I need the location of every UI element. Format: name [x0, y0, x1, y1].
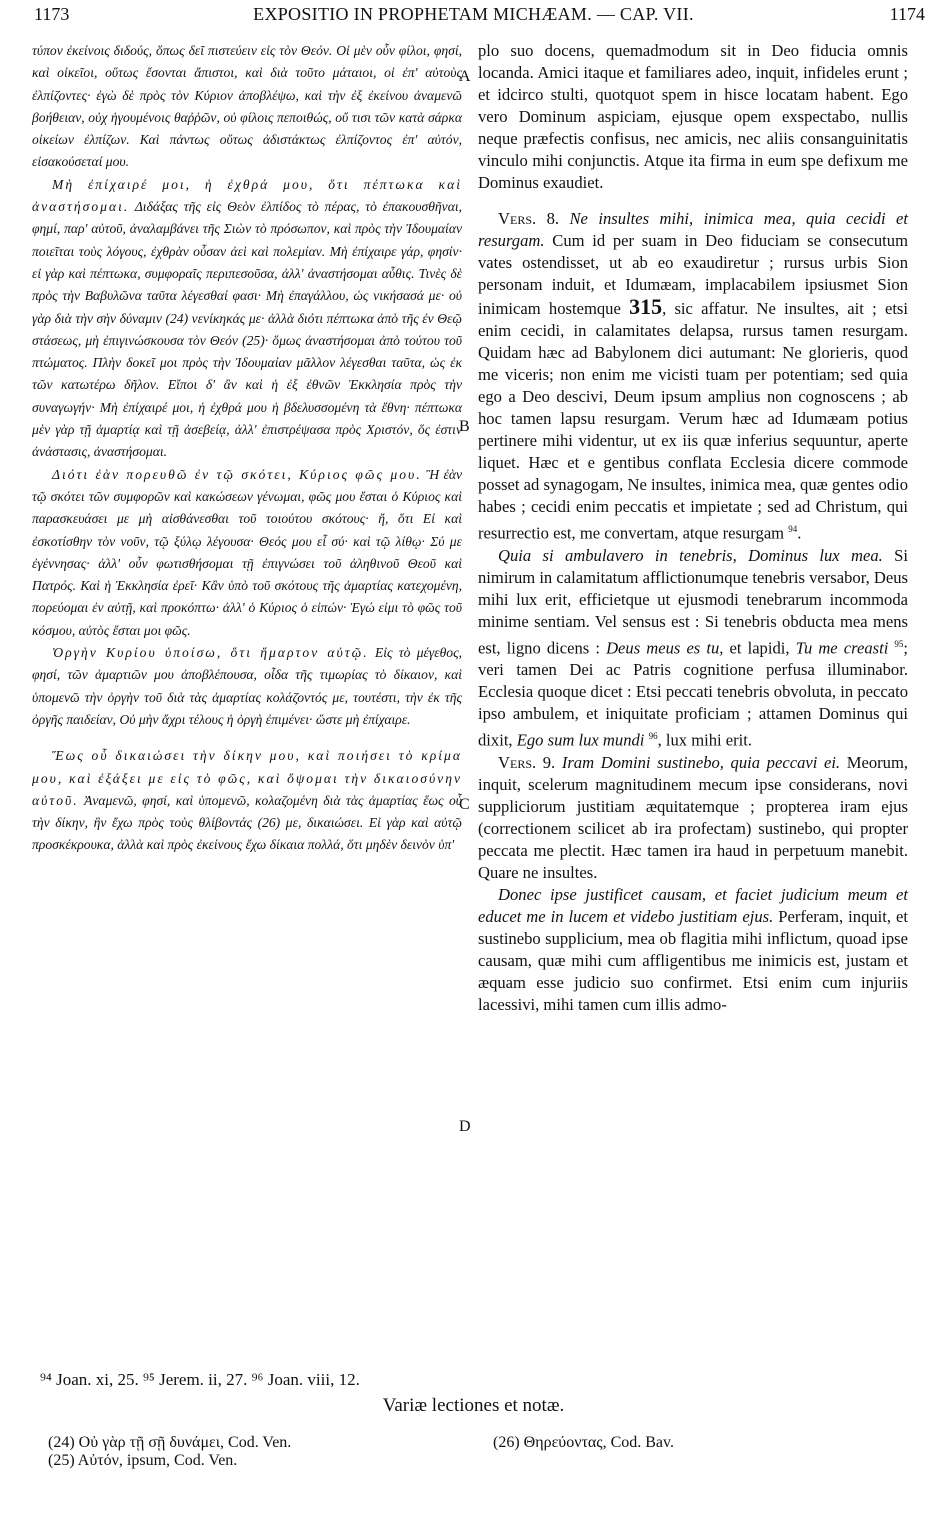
- greek-lemma: Ὀργὴν Κυρίου ὑποίσω, ὅτι ἥμαρτον αὐτῷ.: [52, 645, 369, 661]
- page-number-right: 1174: [889, 4, 925, 24]
- latin-text: ; veri tamen Dei ac Patris cognitione perfusa illuminabor. Ecclesia quoque dicet : Etsi peccati tenebris obvoluta, in peccato ipso ambulem, et iniquitate proficiam ; attamen Dominus qui dixit,: [478, 638, 909, 750]
- latin-text: Si nimirum in calamitatum afflictionumque tenebris versabor, Deus mihi lux erit, efficietque ut ejusmodi tenebrarum incommoda minime sentiam. Vel sensus est : Si tenebris obducta mea mens est, ligno dicens :: [478, 545, 908, 658]
- page-number-left: 1173: [34, 4, 70, 24]
- latin-paragraph: Vers. 8. Ne insultes mihi, inimica mea, quia cecidi et resurgam. Cum id per suam in Deo fiduciam se consecutum vates ostendisset, ut ab eo exaudiretur ; rursus urbis Sion personam induit, et Idumæam, implacabilem ipsiusmet Sion inimicam hostemque 315, sic affatur. Ne insultes, ait ; etsi enim cecidi, in calamitates delapsa, rursus tamen resurgam. Quidam hæc ad Babylonem dici autumant: Ne glorieris, quod me viceris; non enim me vicisti tuam per potentiam; sed quia ego a Deo descivi, Deum ipsum amplius non cognoscens ; ab hoc tamen lapsu resurgam. Verum hæc ad Idumæam potius pertinere mihi videntur, ut ex iis quæ inferius sequuntur, aperte liquet. Hæc et e gentibus conflata Ecclesia dicere commode posset ad synagogam, Ne insultes, inimica mea, quæ gentes odio habes ; cecidi enim peccatis et impietate ; sed ad Christum, qui resurrectio est, me convertam, atque resurgam $^{94}$.: [478, 209, 909, 543]
- latin-quote: Deus meus es tu,: [606, 638, 724, 658]
- greek-text: Ἢ ἐὰν τῷ σκότει τῶν συμφορῶν καὶ κακώσεων γένωμαι, φῶς μου ἔσται ὁ Κύριος καὶ παρασκευάσει με μὴ αἰσθάνεσθαι τοῦ τοιούτου σκότους· ἤ, ὅτι Εἰ καὶ ἐσκοτίσθην τὸν νοῦν, τῷ ξύλῳ λέγουσα· Θεός μου εἶ σύ· καὶ τῷ λίθῳ· Σύ με ἐγέννησας· ἀλλ' οὖν φωτισθήσομαι τῇ ἐπιγνώσει τοῦ ἀληθινοῦ Θεοῦ καὶ Πατρός. Καὶ ἡ Ἐκκλησία ἐρεῖ· Κἂν ὑπὸ τοῦ σκότους τῆς ἁμαρτίας κατεχομένη, πορεύομαι ἐν αὐτῇ, καὶ προκόπτω· ἀλλ' ὁ Κύριος ὁ εἰπών· Ἐγώ εἰμι τὸ φῶς τοῦ κόσμου, αὐτὸς ἔσται μοι φῶς.: [32, 466, 462, 638]
- latin-lemma: Ne insultes mihi, inimica mea, quia cecidi et resurgam.: [478, 209, 909, 250]
- latin-text: , lux mihi erit.: [657, 730, 753, 750]
- variant-note-24: (24) Οὐ γὰρ τῇ σῇ δυνάμει, Cod. Ven.: [48, 1434, 292, 1451]
- latin-text: Meorum, inquit, scelerum magnitudinem mecum ipse considerans, novi suppliciorum justitiam æquitatemque ; propterea iram ejus (correctionem scilicet ab ira profectam) sustinebo, qui propter peccata me plectit. Hæc tamen ira haud in perpetuum manebit. Quare ne insultes.: [478, 752, 908, 882]
- latin-paragraph: plo suo docens, quemadmodum sit in Deo fiducia omnis locanda. Amici itaque et familiares adeo, inquit, infideles erunt ; et idcirco stulti, quotquot spem in hisce locatam habent. Ego vero Dominum aspiciam, ejusque opem exspectabo, nullis neque præfectis confisus, nec amicis, nec aliis consanguinitatis vinculo mihi conjunctis. Atque ita firma in eum spe defixum me Dominus exaudiet.: [478, 41, 908, 192]
- verse-label: Vers. 8.: [498, 209, 560, 228]
- footnotes: ⁹⁴ Joan. xi, 25. ⁹⁵ Jerem. ii, 27. ⁹⁶ Joan. viii, 12.: [40, 1370, 360, 1389]
- greek-text: Εἰς τὸ μέγεθος, φησί, τῶν ἁμαρτιῶν μου ἀποβλέπουσα, οἶδα τῆς τιμωρίας τὸ δίκαιον, καὶ ὑπομενῶ τὴν ὀργὴν τοῦ διὰ τὰς ἁμαρτίας κολάζοντός με, τουτέστι, τὴν ἐκ τῆς ὀργῆς παιδείαν, Οὐ μὴν ἄχρι τέλους ἡ ὀργὴ ἐπιμένει· ὥστε μὴ ἐπίχαιρε.: [32, 645, 462, 727]
- latin-lemma: Quia si ambulavero in tenebris, Dominus lux mea.: [498, 545, 883, 565]
- latin-paragraph: [478, 545, 908, 752]
- variae-title: Variæ lectiones et notæ.: [382, 1395, 565, 1416]
- latin-text: Perferam, inquit, et sustinebo supplicium, mea ob flagitia mihi inflictum, quoad ipse causam, quæ mihi cum affligentibus me inimicis est, justam et æquam esse judicio suo confirmet. Etsi enim cum injuriis lacessivi, mihi tamen cum illis admo-: [478, 906, 908, 1014]
- latin-quote: Tu me creasti: [795, 638, 889, 658]
- greek-paragraph: [32, 464, 462, 642]
- latin-text: et lapidi,: [729, 638, 790, 658]
- greek-lemma: Μὴ ἐπίχαιρέ μοι, ἡ ἐχθρά μου, ὅτι πέπτωκα καὶ ἀναστήσομαι.: [32, 176, 462, 215]
- column-number: 315: [629, 294, 663, 319]
- greek-column: [32, 40, 462, 857]
- latin-column: [478, 40, 908, 1016]
- greek-paragraph: [32, 642, 462, 731]
- greek-paragraph: [32, 745, 462, 856]
- footnote-ref: 95: [894, 638, 904, 649]
- footnote-ref: 96: [648, 731, 658, 742]
- latin-quote: Ego sum lux mundi: [516, 730, 645, 750]
- variant-note-26: (26) Θηρεύοντας, Cod. Bav.: [493, 1434, 674, 1451]
- variant-note-25: (25) Αὐτόν, ipsum, Cod. Ven.: [48, 1452, 238, 1469]
- greek-paragraph: [32, 174, 462, 464]
- greek-text: Διδάξας τῆς εἰς Θεὸν ἐλπίδος τὸ πέρας, τὸ ἐπακουσθῆναι, φημί, παρ' αὐτοῦ, ἀναλαμβάνει τῆς Σιὼν τὸ πρόσωπον, καὶ πρὸς τὴν Ἰδουμαίαν ποιεῖται τοὺς λόγους, ἐχθρὰν οὖσαν ἀεὶ καὶ πολεμίαν. Μὴ ἐπίχαιρε γάρ, φησίν· εἰ γὰρ καὶ πέπτωκα, συμφοραῖς περιπεσοῦσα, ἀλλ' ἀναστήσομαι αὖθις. Τινὲς δὲ πρὸς τὴν Βαβυλῶνα ταῦτα λέγεσθαί φασι· Μὴ ἐπαγάλλου, ὡς νικήσασά με· οὐ γὰρ διὰ τὴν σὴν δύναμιν (24) νενίκηκάς με· ἀλλὰ διότι πέπτωκα ἀπὸ τῆς ἐν Θεῷ στάσεως, μὴ ἐπιγινώσκουσα τὸν Θεόν (25)· ὅμως ἀναστήσομαι ἀπὸ τούτου τοῦ πτώματος. Πλὴν δοκεῖ μοι πρὸς τὴν Ἰδουμαίαν μᾶλλον λέγεσθαι ταῦτα, ὡς ἐκ τῶν κατωτέρω δῆλον. Εἴποι δ' ἂν καὶ ἡ ἐξ ἐθνῶν Ἐκκλησία πρὸς τὴν συναγωγήν· Μὴ ἐπίχαιρέ μοι, ἡ ἐχθρά μου ἡ βδελυσσομένη τὰ ἔθνη· πέπτωκα μὲν γὰρ τῇ ἁμαρτίᾳ καὶ τῇ ἀσεβείᾳ, ἀλλ' ἐπιστρέψασα πρὸς Χριστόν, ὅς ἐστιν ἀνάστασις, ἀναστήσομαι.: [32, 199, 463, 460]
- latin-lemma: Donec ipse justificet causam, et faciet judicium meum et educet me in lucem et videbo justitiam ejus.: [478, 884, 908, 926]
- greek-paragraph: τύπον ἐκείνοις διδούς, ὅπως δεῖ πιστεύειν εἰς τὸν Θεόν. Οἱ μὲν οὖν φίλοι, φησί, καὶ οἰκεῖοι, οὕτως ἔσονται ἄπιστοι, καὶ διὰ τοῦτο μάταιοι, οἱ ἐπ' αὐτοὺς ἐλπίζοντες· ἐγὼ δὲ πρὸς τὸν Κύριον ἀποβλέψω, καὶ τὴν ἐξ ἐκείνου ἀναμενῶ βοήθειαν, οὐχ ἡγουμένοις θαῤῥῶν, οὐ φίλοις πεποιθώς, οὔ τισι τῶν κατὰ σάρκα οἰκείων ἐλπίζων. Καὶ πάντως οὕτως ἀδιστάκτως ἐλπίζοντος ἐπ' αὐτόν, εἰσακούσεταί μου.: [32, 43, 462, 170]
- latin-paragraph: [478, 752, 908, 884]
- latin-lemma: Iram Domini sustinebo, quia peccavi ei.: [561, 752, 841, 772]
- greek-lemma: Ἕως οὗ δικαιώσει τὴν δίκην μου, καὶ ποιήσει τὸ κρίμα μου, καὶ ἐξάξει με εἰς τὸ φῶς, καὶ ὄψομαι τὴν δικαιοσύνην αὐτοῦ.: [32, 748, 462, 808]
- latin-text: Cum id per suam in Deo fiduciam se consecutum vates ostendisset, ut ab eo exaudiretur ; rursus urbis Sion personam induit, et Idumæam, implacabilem ipsiusmet Sion inimicam hostemque: [478, 231, 908, 318]
- footnote-ref: 94: [788, 524, 798, 534]
- latin-paragraph: [478, 884, 908, 1016]
- running-title: EXPOSITIO IN PROPHETAM MICHÆAM. — CAP. VII.: [253, 4, 694, 24]
- latin-text: , sic affatur. Ne insultes, ait ; etsi enim cecidi, in calamitates delapsa, rursus tamen resurgam. Quidam hæc ad Babylonem dici autumant: Ne glorieris, quod me viceris; non enim me vicisti tuam per potentiam; sed quia ego a Deo descivi, Deum ipsum amplius non cognoscens ; ab hoc tamen lapsu resurgam. Verum hæc ad Idumæam potius pertinere mihi videntur, ut ex iis quæ inferius sequuntur, aperte liquet. Hæc et e gentibus conflata Ecclesia dicere commode posset ad synagogam, Ne insultes, inimica mea, quæ gentes odio habes ; cecidi enim peccatis et impietate ; sed ad Christum, qui resurrectio est, me convertam, atque resurgam: [478, 299, 908, 543]
- running-header: [0, 4, 947, 40]
- margin-mark-a: A: [459, 68, 471, 85]
- greek-lemma: Διότι ἐὰν πορευθῶ ἐν τῷ σκότει, Κύριος φῶς μου.: [52, 466, 422, 482]
- margin-mark-b: B: [459, 418, 470, 435]
- verse-label: Vers. 9.: [498, 752, 556, 772]
- margin-mark-d: D: [459, 1118, 471, 1135]
- greek-text: Ἀναμενῶ, φησί, καὶ ὑπομενῶ, κολαζομένη διὰ τὰς ἁμαρτίας ἕως οὗ τὴν δίκην, ἣν ἔχω πρὸς τοὺς θλίβοντάς (26) με, δικαιώσει. Εἰ γὰρ καὶ αὐτῷ προσκέκρουκα, ἀλλὰ καὶ πρὸς ἐκείνους ἔχω δίκαια πολλά, ὅτι μηδὲν δεινὸν ὑπ': [32, 792, 462, 853]
- margin-mark-c: C: [459, 796, 470, 813]
